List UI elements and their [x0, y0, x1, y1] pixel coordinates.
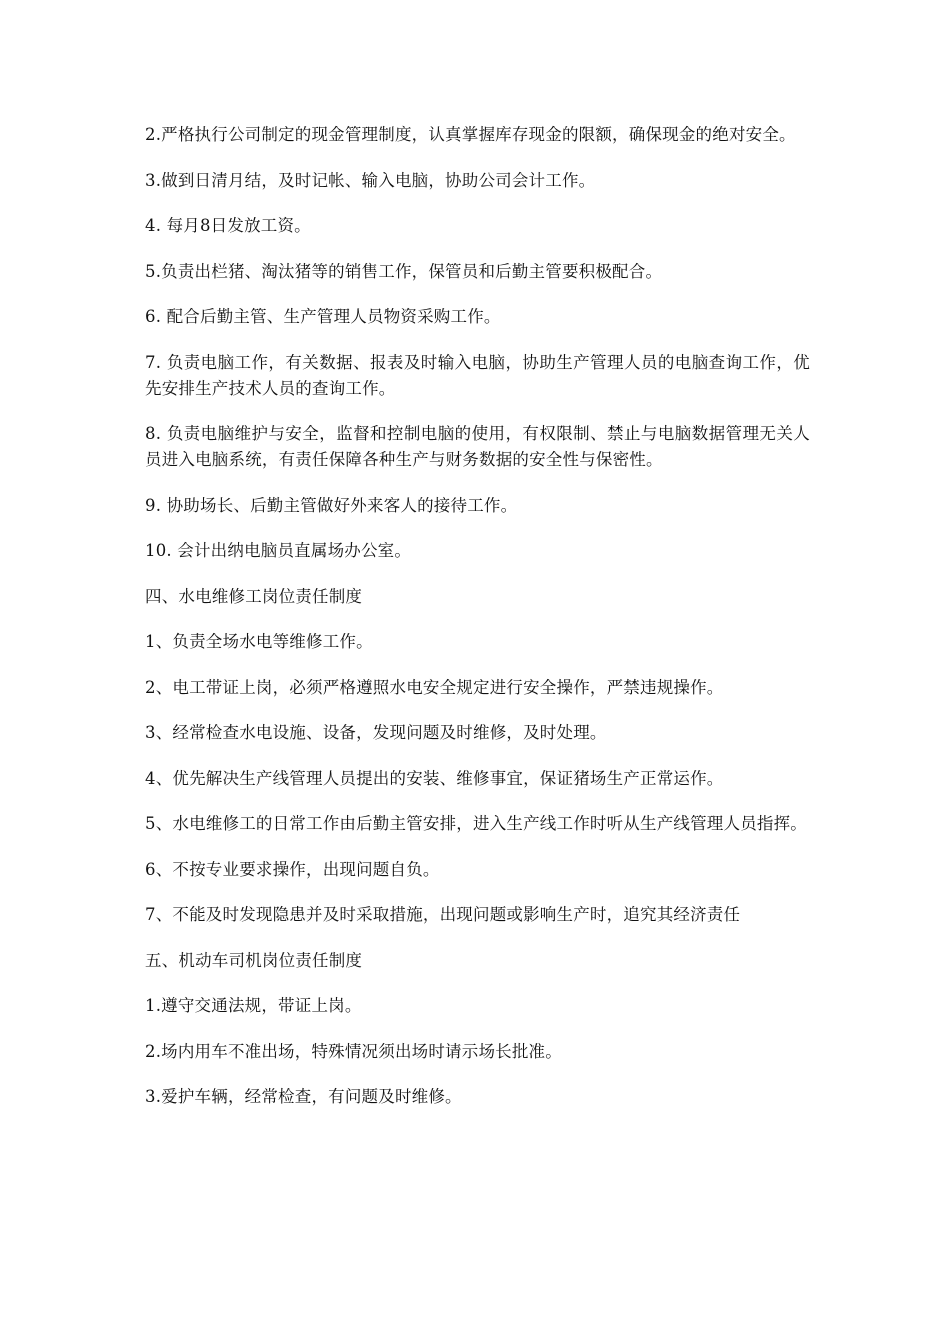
paragraph-inspection: 3、经常检查水电设施、设备，发现问题及时维修，及时处理。	[145, 723, 607, 742]
paragraph-daily-accounts: 3.做到日清月结，及时记帐、输入电脑，协助公司会计工作。	[145, 170, 596, 190]
section-heading-maintenance: 四、水电维修工岗位责任制度	[145, 586, 363, 606]
paragraph-reception: 9. 协助场长、后勤主管做好外来客人的接待工作。	[145, 495, 518, 515]
paragraph-liability: 7、不能及时发现隐患并及时采取措施，出现问题或影响生产时，追究其经济责任	[145, 905, 741, 924]
paragraph-cash-management: 2.严格执行公司制定的现金管理制度，认真掌握库存现金的限额，确保现金的绝对安全。	[145, 125, 796, 144]
paragraph-reporting-line: 10. 会计出纳电脑员直属场办公室。	[145, 541, 412, 560]
paragraph-payday: 4. 每月8日发放工资。	[145, 216, 311, 235]
document-body	[145, 122, 810, 1130]
paragraph-computer-work: 7. 负责电脑工作，有关数据、报表及时输入电脑，协助生产管理人员的电脑查询工作，优先安排生产技术人员的查询工作。	[145, 352, 810, 398]
paragraph-procurement: 6. 配合后勤主管、生产管理人员物资采购工作。	[145, 307, 501, 326]
paragraph-computer-security: 8. 负责电脑维护与安全，监督和控制电脑的使用，有权限制、禁止与电脑数据管理无关人员进入电脑系统，有责任保障各种生产与财务数据的安全性与保密性。	[145, 424, 810, 469]
paragraph-work-arrangement: 5、水电维修工的日常工作由后勤主管安排，进入生产线工作时听从生产线管理人员指挥。	[145, 814, 807, 833]
paragraph-maintenance-scope: 1、负责全场水电等维修工作。	[145, 632, 373, 651]
paragraph-self-responsibility: 6、不按专业要求操作，出现问题自负。	[145, 859, 440, 879]
paragraph-priority-requests: 4、优先解决生产线管理人员提出的安装、维修事宜，保证猪场生产正常运作。	[145, 768, 724, 788]
paragraph-vehicle-use: 2.场内用车不准出场，特殊情况须出场时请示场长批准。	[145, 1041, 562, 1061]
section-heading-driver: 五、机动车司机岗位责任制度	[145, 950, 363, 970]
paragraph-traffic-rules: 1.遵守交通法规，带证上岗。	[145, 996, 362, 1015]
paragraph-vehicle-care: 3.爱护车辆，经常检查，有问题及时维修。	[145, 1087, 462, 1106]
paragraph-electrician-license: 2、电工带证上岗，必须严格遵照水电安全规定进行安全操作，严禁违规操作。	[145, 677, 724, 697]
paragraph-pig-sales: 5.负责出栏猪、淘汰猪等的销售工作，保管员和后勤主管要积极配合。	[145, 261, 663, 281]
